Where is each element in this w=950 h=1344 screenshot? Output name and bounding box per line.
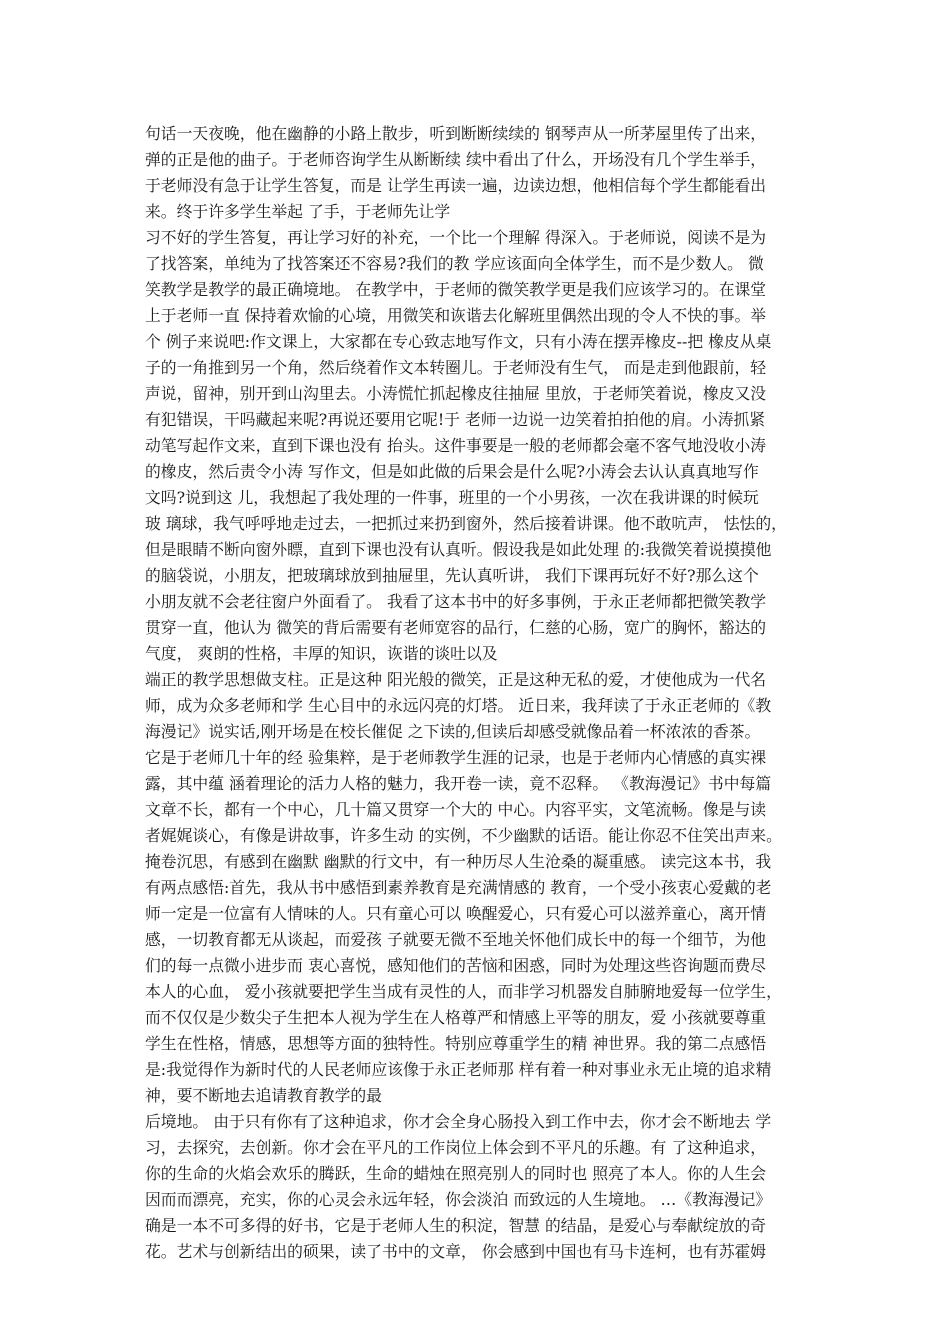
- text-line: 来。终于许多学生举起 了手，于老师先让学: [145, 202, 451, 221]
- text-line: 掩卷沉思，有感到在幽默 幽默的行文中，有一种历尽人生沧桑的凝重感。 读完这本书，我: [145, 852, 772, 871]
- text-line: 习，去探究，去创新。你才会在平凡的工作岗位上体会到不平凡的乐趣。有 了这种追求，: [145, 1138, 767, 1157]
- text-line: 是:我觉得作为新时代的人民老师应该像于永正老师那 样有着一种对事业永无止境的追求精: [145, 1060, 772, 1079]
- text-line: 文章不长，都有一个中心，几十篇又贯穿一个大的 中心。内容平实，文笔流畅。像是与读: [145, 800, 767, 819]
- text-line: 感，一切教育都无从谈起，而爱孩 子就要无微不至地关怀他们成长中的每一个细节，为他: [145, 930, 767, 949]
- text-line: 但是眼睛不断向窗外瞟，直到下课也没有认真听。假设我是如此处理 的:我微笑着说摸摸他: [145, 540, 772, 559]
- text-line: 你的生命的火焰会欢乐的腾跃，生命的蜡烛在照亮别人的同时也 照亮了本人。你的人生会: [145, 1164, 767, 1183]
- text-line: 习不好的学生答复，再让学习好的补充，一个比一个理解 得深入。于老师说，阅读不是为: [145, 228, 767, 247]
- text-line: 气度， 爽朗的性格，丰厚的知识，诙谐的谈吐以及: [145, 644, 498, 663]
- text-line: 的脑袋说，小朋友，把玻璃球放到抽屉里，先认真听讲， 我们下课再玩好不好?那么这个: [145, 566, 759, 585]
- text-line: 贯穿一直，他认为 微笑的背后需要有老师宽容的品行，仁慈的心肠，宽广的胸怀，豁达的: [145, 618, 767, 637]
- text-line: 后境地。 由于只有你有了这种追求，你才会全身心肠投入到工作中去，你才会不断地去 学: [145, 1112, 772, 1131]
- text-line: 确是一本不可多得的好书，它是于老师人生的积淀，智慧 的结晶，是爱心与奉献绽放的奇: [145, 1216, 767, 1235]
- text-line: 师，成为众多老师和学 生心目中的永远闪亮的灯塔。 近日来，我拜读了于永正老师的《教: [145, 696, 772, 715]
- text-line: 而不仅仅是少数尖子生把本人视为学生在人格尊严和情感上平等的朋友，爱 小孩就要尊重: [145, 1008, 767, 1027]
- text-line: 文吗?说到这 儿，我想起了我处理的一件事，班里的一个小男孩，一次在我讲课的时候玩: [145, 488, 759, 507]
- text-line: 有犯错误，干吗藏起来呢?再说还要用它呢!于 老师一边说一边笑着拍拍他的肩。小涛抓紧: [145, 410, 766, 429]
- text-line: 本人的心血， 爱小孩就要把学生当成有灵性的人，而非学习机器发自肺腑地爱每一位学生，: [145, 982, 782, 1001]
- text-line: 句话一天夜晚，他在幽静的小路上散步，听到断断续续的 钢琴声从一所茅屋里传了出来，: [145, 124, 767, 143]
- text-line: 们的每一点微小进步而 衷心喜悦，感知他们的苦恼和困惑，同时为处理这些咨询题而费尽: [145, 956, 767, 975]
- text-line: 神，要不断地去追请教育教学的最: [145, 1086, 382, 1105]
- text-line: 者娓娓谈心，有像是讲故事，许多生动 的实例，不少幽默的话语。能让你忍不住笑出声来。: [145, 826, 782, 845]
- text-line: 因而而漂亮，充实，你的心灵会永远年轻，你会淡泊 而致远的人生境地。 …《教海漫记》: [145, 1190, 772, 1209]
- text-line: 声说，留神，别开到山沟里去。小涛慌忙抓起橡皮往抽屉 里放，于老师笑着说，橡皮又没: [145, 384, 767, 403]
- text-line: 了找答案，单纯为了找答案还不容易?我们的教 学应该面向全体学生，而不是少数人。 微: [145, 254, 764, 273]
- text-line: 于老师没有急于让学生答复，而是 让学生再读一遍，边读边想，他相信每个学生都能看出: [145, 176, 767, 195]
- text-line: 海漫记》说实话,刚开场是在校长催促 之下读的,但读后却感受就像品着一杯浓浓的香茶。: [145, 722, 761, 741]
- text-line: 露，其中蕴 涵着理论的活力人格的魅力，我开卷一读，竟不忍释。 《教海漫记》书中每篇: [145, 774, 772, 793]
- text-line: 它是于老师几十年的经 验集粹，是于老师教学生涯的记录，也是于老师内心情感的真实裸: [145, 748, 767, 767]
- text-line: 玻 璃球，我气呼呼地走过去，一把抓过来扔到窗外，然后接着讲课。他不敢吭声， 怯怯的，: [145, 514, 787, 533]
- text-line: 端正的教学思想做支柱。正是这种 阳光般的微笑，正是这种无私的爱，才使他成为一代名: [145, 670, 767, 689]
- text-line: 个 例子来说吧:作文课上，大家都在专心致志地写作文，只有小涛在摆弄橡皮--把 橡皮从桌: [145, 332, 772, 351]
- text-line: 的橡皮，然后责令小涛 写作文，但是如此做的后果会是什么呢?小涛会去认认真真地写作: [145, 462, 759, 481]
- text-line: 上于老师一直 保持着欢愉的心境，用微笑和诙谐去化解班里偶然出现的令人不快的事。举: [145, 306, 767, 325]
- text-line: 花。艺术与创新结出的硕果，读了书中的文章， 你会感到中国也有马卡连柯，也有苏霍姆: [145, 1242, 767, 1261]
- text-line: 动笔写起作文来，直到下课也没有 抬头。这件事要是一般的老师都会毫不客气地没收小涛: [145, 436, 767, 455]
- text-line: 弹的正是他的曲子。于老师咨询学生从断断续 续中看出了什么，开场没有几个学生举手，: [145, 150, 767, 169]
- text-line: 笑教学是教学的最正确境地。 在教学中，于老师的微笑教学更是我们应该学习的。在课堂: [145, 280, 767, 299]
- text-line: 师一定是一位富有人情味的人。只有童心可以 唤醒爱心，只有爱心可以滋养童心，离开情: [145, 904, 767, 923]
- text-line: 子的一角推到另一个角，然后绕着作文本转圈儿。于老师没有生气， 而是走到他跟前，轻: [145, 358, 767, 377]
- text-line: 学生在性格，情感，思想等方面的独特性。特别应尊重学生的精 神世界。我的第二点感悟: [145, 1034, 767, 1053]
- text-line: 小朋友就不会老往窗户外面看了。 我看了这本书中的好多事例，于永正老师都把微笑教学: [145, 592, 767, 611]
- text-line: 有两点感悟:首先，我从书中感悟到素养教育是充满情感的 教育，一个受小孩衷心爱戴的老: [145, 878, 772, 897]
